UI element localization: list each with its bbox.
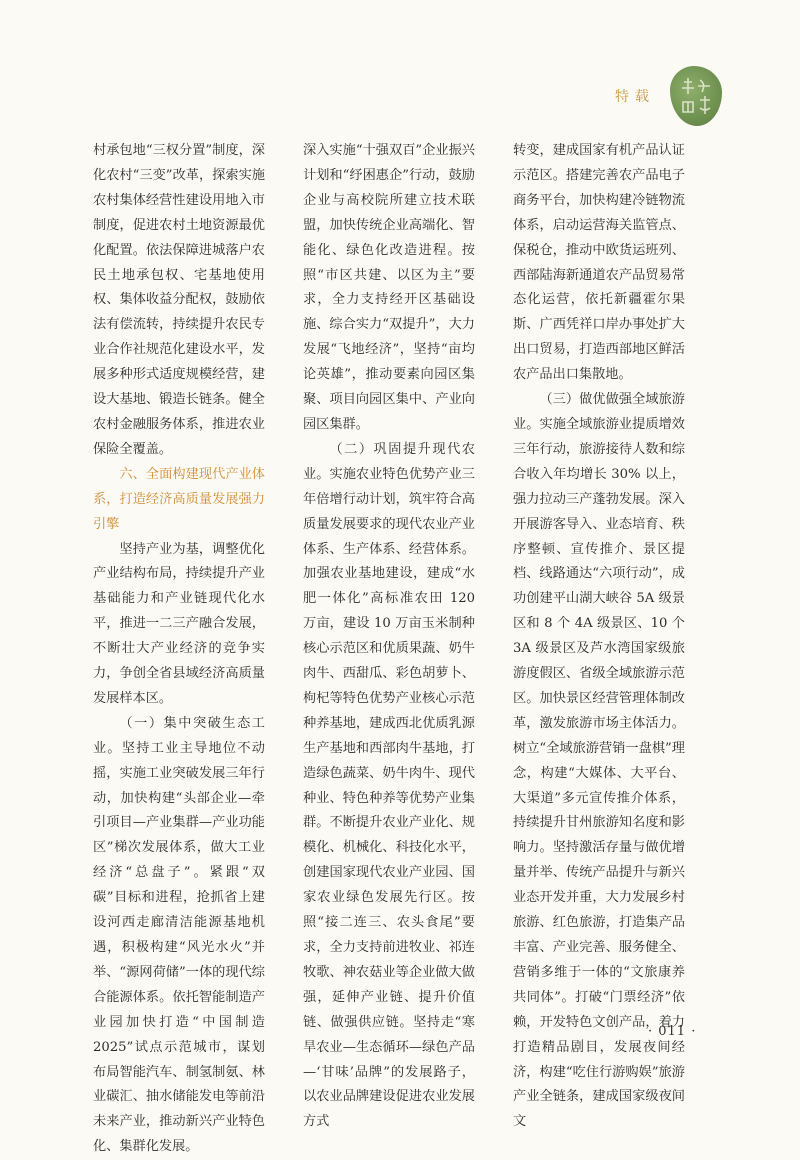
paragraph: （二）巩固提升现代农业。实施农业特色优势产业三年倍增行动计划，筑牢符合高质量发展要求的现代农业产业体系、生产体系、经营体系。加强农业基地建设，建成“水肥一体化”高标准农田 120 万亩，建设 10 万亩玉米制种核心示范区和优质果蔬、奶牛肉牛、西甜瓜、彩色胡萝卜、枸杞等特色优势产业核心示范种养基地，建成西北优质乳源生产基地和西部肉牛基地，打造绿色蔬菜、奶牛肉牛、现代种业、特色种养等优势产业集群。不断提升农业产业化、规模化、机械化、科技化水平，创建国家现代农业产业园、国家农业绿色发展先行区。按照“接二连三、农头食尾”要求，全力支持前进牧业、祁连牧歌、神农菇业等企业做大做强，延伸产业链、提升价值链、做强供应链。坚持走“寒旱农业—生态循环—绿色产品—‘甘味’品牌”的发展路子，以农业品牌建设促进农业发展方式 (303, 441, 475, 1130)
page-number: · 011 · (648, 1024, 697, 1039)
paragraph: （一）集中突破生态工业。坚持工业主导地位不动摇，实施工业突破发展三年行动，加快构建“头部企业—牵引项目—产业集群—产业功能区”梯次发展体系，做大工业经济“总盘子”。紧跟“双碳”目标和进程，抢抓省上建设河西走廊清洁能源基地机遇，积极构建“风光水火”并举、“源网荷储”一体的现代综合能源体系。依托智能制造产业园加快打造“中国制造 2025”试点示范城市，谋划布局智能汽车、制氢制氨、林业碳汇、抽水储能发电等前沿未来产业，推动新兴产业特色化、集群化发展。 (93, 715, 265, 1155)
paragraph: 坚持产业为基，调整优化产业结构布局，持续提升产业基础能力和产业链现代化水平，推进一二三产融合发展，不断壮大产业经济的竞争实力，争创全省县域经济高质量发展样本区。 (93, 541, 265, 706)
paragraph: 村承包地“三权分置”制度，深化农村“三变”改革，探索实施农村集体经营性建设用地入市制度，促进农村土地资源最优化配置。依法保障进城落户农民土地承包权、宅基地使用权、集体收益分配权，鼓励依法有偿流转，持续提升农民专业合作社规范化建设水平，发展多种形式适度规模经营，建设大基地、锻造长链条。健全农村金融服务体系，推进农业保险全覆盖。 (93, 143, 265, 457)
seal-glyph-icon (670, 66, 722, 126)
section-heading: 六、全面构建现代产业体系，打造经济高质量发展强力引擎 (93, 466, 265, 532)
section-label: 特载 (615, 89, 655, 105)
text-column-3 (513, 139, 685, 1135)
leaf-seal-icon (670, 66, 722, 126)
text-column-1 (93, 139, 265, 1160)
text-column-2 (303, 139, 475, 1135)
paragraph: （三）做优做强全域旅游业。实施全域旅游业提质增效三年行动，旅游接待人数和综合收入年均增长 30% 以上，强力拉动三产蓬勃发展。深入开展游客导入、业态培育、秩序整顿、宣传推介、景区提档、线路通达“六项行动”，成功创建平山湖大峡谷 5A 级景区和 8 个 4A 级景区、10 个 3A 级景区及芦水湾国家级旅游度假区、省级全域旅游示范区。加快景区经营管理体制改革，激发旅游市场主体活力。树立“全域旅游营销一盘棋”理念，构建“大媒体、大平台、大渠道”多元宣传推介体系，持续提升甘州旅游知名度和影响力。坚持激活存量与做优增量并举、传统产品提升与新兴业态开发并重，大力发展乡村旅游、红色旅游，打造集产品丰富、产业完善、服务健全、营销多维于一体的“文旅康养共同体”。打破“门票经济”依赖，开发特色文创产品，着力打造精品剧目，发展夜间经济，构建“吃住行游购娱”旅游产业全链条，建成国家级夜间文 (513, 392, 685, 1130)
paragraph: 深入实施“十强双百”企业振兴计划和“纾困惠企”行动，鼓励企业与高校院所建立技术联盟，加快传统企业高端化、智能化、绿色化改造进程。按照“市区共建、以区为主”要求，全力支持经开区基础设施、综合实力“双提升”，大力发展“飞地经济”，坚持“亩均论英雄”，推动要素向园区集聚、项目向园区集中、产业向园区集群。 (303, 143, 475, 432)
paragraph: 转变，建成国家有机产品认证示范区。搭建完善农产品电子商务平台，加快构建冷链物流体系，启动运营海关监管点、保税仓，推动中欧货运班列、西部陆海新通道农产品贸易常态化运营，依托新疆霍尔果斯、广西凭祥口岸办事处扩大出口贸易，打造西部地区鲜活农产品出口集散地。 (513, 143, 685, 383)
